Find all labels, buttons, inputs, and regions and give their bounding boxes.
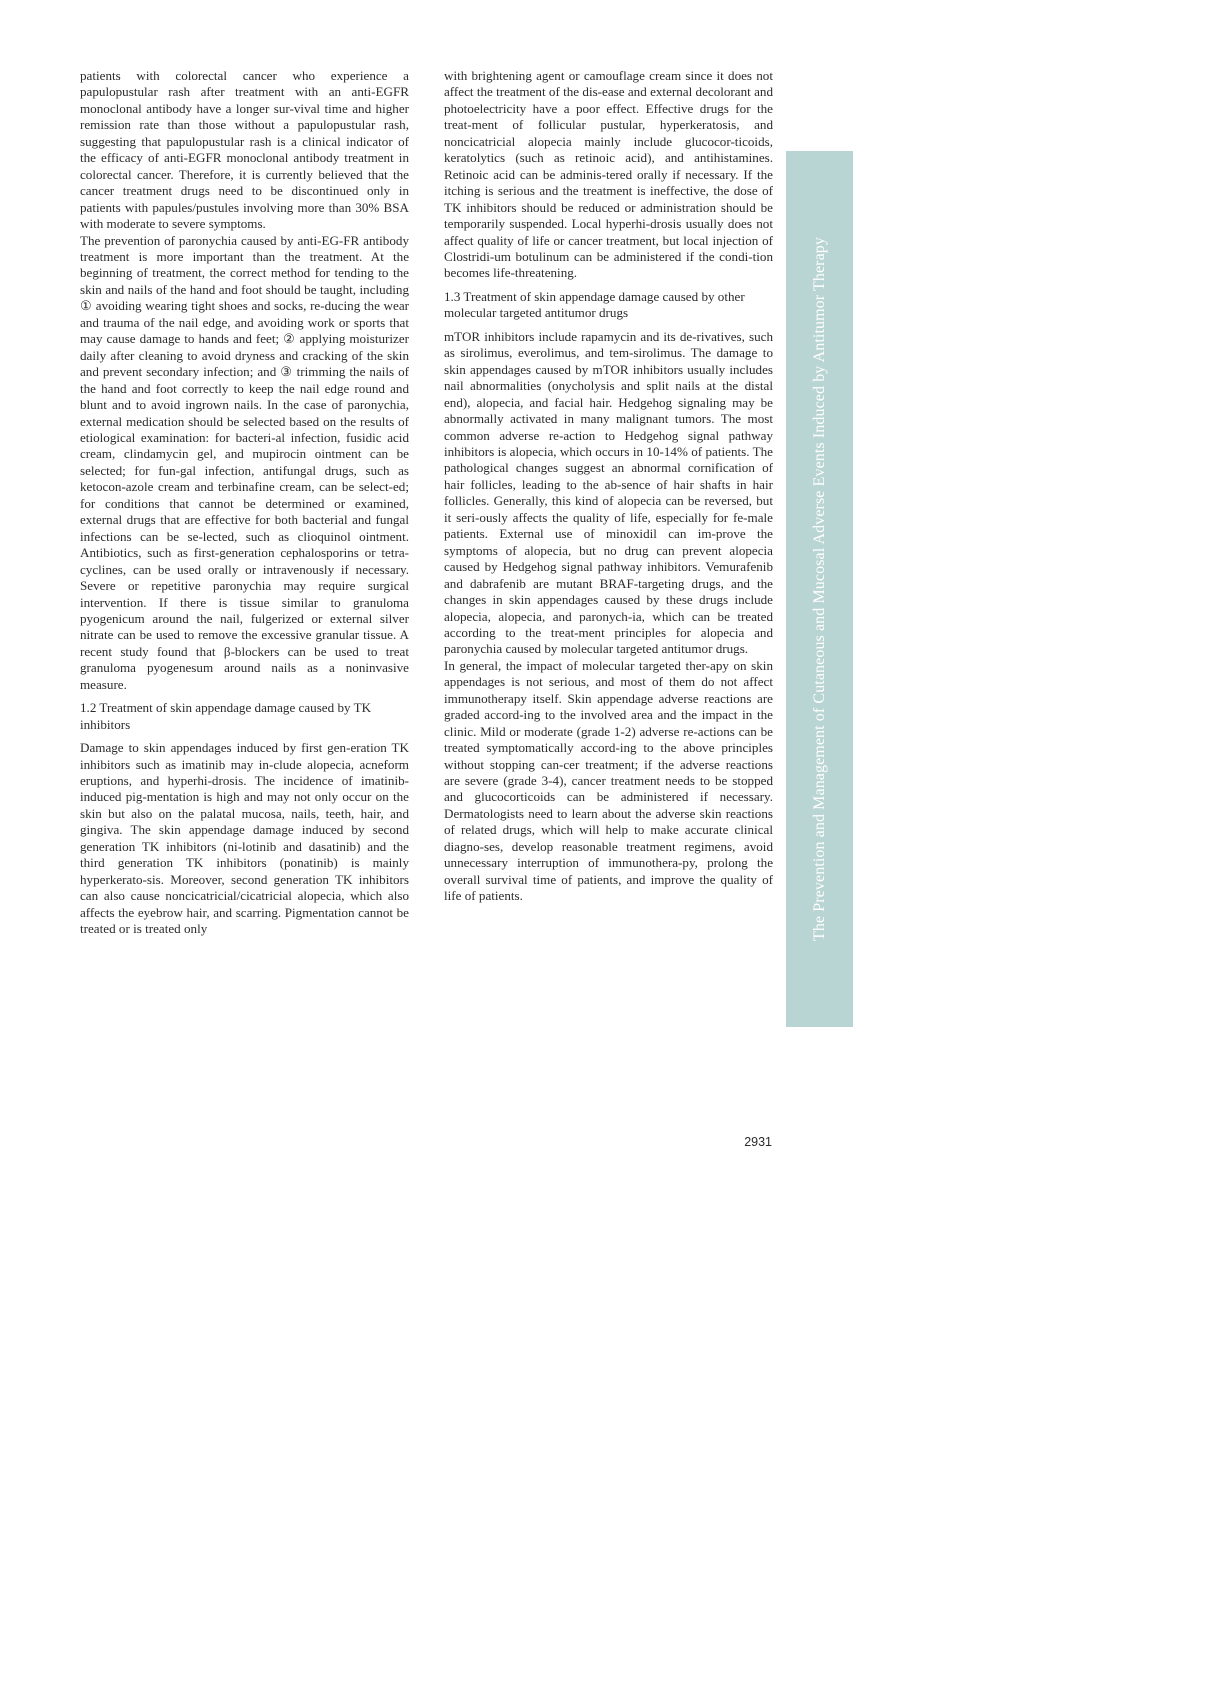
section-heading-1-2: 1.2 Treatment of skin appendage damage caused by TK inhibitors bbox=[80, 700, 372, 732]
page-number: 2931 bbox=[744, 1135, 772, 1149]
body-paragraph: In general, the impact of molecular targeted ther-apy on skin appendages is not serious, and most of them do not affect immunotherapy itself. Skin appendage adverse reactions are graded accord-ing to the involved area and the impact in the clinic. Mild or moderate (grade 1-2) adverse re-actions can be treated symptomatically accord-ing to the above principles without stopping can-cer treatment; if the adverse reactions are severe (grade 3-4), cancer treatment needs to be stopped and glucocorticoids can be administered if necessary. Dermatologists need to learn about the adverse skin reactions of related drugs, which will help to make accurate clinical diagno-ses, develop reasonable treatment regimens, avoid unnecessary interruption of immunothera-py, prolong the overall survival time of patients, and improve the quality of life of patients. bbox=[444, 657, 773, 904]
running-title-banner bbox=[786, 151, 853, 1027]
section-heading-1-3: 1.3 Treatment of skin appendage damage caused by other molecular targeted antitumor drugs bbox=[444, 288, 745, 321]
body-paragraph: The prevention of paronychia caused by anti-EG-FR antibody treatment is more important than the treatment. At the beginning of treatment, the correct method for tending to the skin and nails of the hand and foot should be taught, including ① avoiding wearing tight shoes and socks, re-ducing the wear and trauma of the nail edge, and avoiding work or sports that may cause damage to hands and feet; ② applying moisturizer daily after cleaning to avoid dryness and cracking of the skin and prevent secondary infection; and ③ trimming the nails of the hand and foot correctly to keep the nail edge round and blunt and to avoid ingrown nails. In the case of paronychia, external medication should be selected based on the results of etiological examination: for bacteri-al infection, fusidic acid cream, clindamycin gel, and mupirocin ointment can be selected; for fun-gal infection, antifungal drugs, such as ketocon-azole cream and terbinafine cream, can be select-ed; for conditions that cannot be determined or examined, external drugs that are effective for both bacterial and fungal infections can be se-lected, such as clioquinol ointment. Antibiotics, such as first-generation cephalosporins or tetra-cyclines, can be used orally or intravenously if necessary. Severe or repetitive paronychia may require surgical intervention. If there is tissue similar to granuloma pyogenicum around the nail, fulgerized or external silver nitrate can be used to remove the excessive granular tissue. A recent study found that β-blockers can be used to treat granuloma pyogenesum around nails as a noninvasive measure. bbox=[80, 232, 409, 692]
running-title: The Prevention and Management of Cutaneous and Mucosal Adverse Events Induced by Antitumor Therapy bbox=[810, 237, 828, 942]
body-paragraph: mTOR inhibitors include rapamycin and its de-rivatives, such as sirolimus, everolimus, and tem-sirolimus. The damage to skin appendages caused by mTOR inhibitors usually includes nail abnormalities (onycholysis and split nails at the distal end), alopecia, and facial hair. Hedgehog signaling may be abnormally activated in many malignant tumors. The most common adverse re-action to Hedgehog signal pathway inhibitors is alopecia, which occurs in 10-14% of patients. The pathological changes suggest an abnormal cornification of hair follicles, leading to the ab-sence of hair shafts in hair follicles. Generally, this kind of alopecia can be reversed, but it seri-ously affects the quality of life, especially for fe-male patients. External use of minoxidil can im-prove the symptoms of alopecia, but no drug can prevent alopecia caused by Hedgehog signal pathway inhibitors. Vemurafenib and dabrafenib are mutant BRAF-targeting drugs, and the changes in skin appendages caused by these drugs include alopecia, alopecia, and paronych-ia, which can be treated according to the treat-ment principles for alopecia and paronychia caused by molecular targeted antitumor drugs. bbox=[444, 328, 773, 657]
body-paragraph: patients with colorectal cancer who experience a papulopustular rash after treatment with an anti-EGFR monoclonal antibody have a longer sur-vival time and higher remission rate than those without a papulopustular rash, suggesting that papulopustular rash is a clinical indicator of the efficacy of anti-EGFR monoclonal antibody treatment in colorectal cancer. Therefore, it is currently believed that the cancer treatment drugs need to be discontinued only in patients with papules/pustules involving more than 30% BSA with moderate to severe symptoms. bbox=[80, 68, 409, 232]
right-column bbox=[444, 68, 773, 905]
left-column bbox=[80, 68, 409, 938]
body-paragraph: Damage to skin appendages induced by first gen-eration TK inhibitors such as imatinib may in-clude alopecia, acneform eruptions, and hyperhi-drosis. The incidence of imatinib-induced pig-mentation is high and may not only occur on the skin but also on the palatal mucosa, nails, teeth, hair, and gingiva. The skin appendage damage induced by second generation TK inhibitors (ni-lotinib and dasatinib) and the third generation TK inhibitors (ponatinib) is mainly hyperkerato-sis. Moreover, second generation TK inhibitors can also cause noncicatricial/cicatricial alopecia, which also affects the eyebrow hair, and scarring. Pigmentation cannot be treated or is treated only bbox=[80, 740, 409, 937]
body-paragraph: with brightening agent or camouflage cream since it does not affect the treatment of the dis-ease and external decolorant and photoelectricity have a poor effect. Effective drugs for the treat-ment of follicular pustular, hyperkeratosis, and noncicatricial alopecia mainly include glucocor-ticoids, keratolytics (such as retinoic acid), and antihistamines. Retinoic acid can be adminis-tered orally if necessary. If the itching is serious and the treatment is ineffective, the dose of TK inhibitors should be reduced or administration should be temporarily suspended. Local hyperhi-drosis usually does not affect quality of life or cancer treatment, but local injection of Clostridi-um botulinum can be administered if the condi-tion becomes life-threatening. bbox=[444, 68, 773, 281]
